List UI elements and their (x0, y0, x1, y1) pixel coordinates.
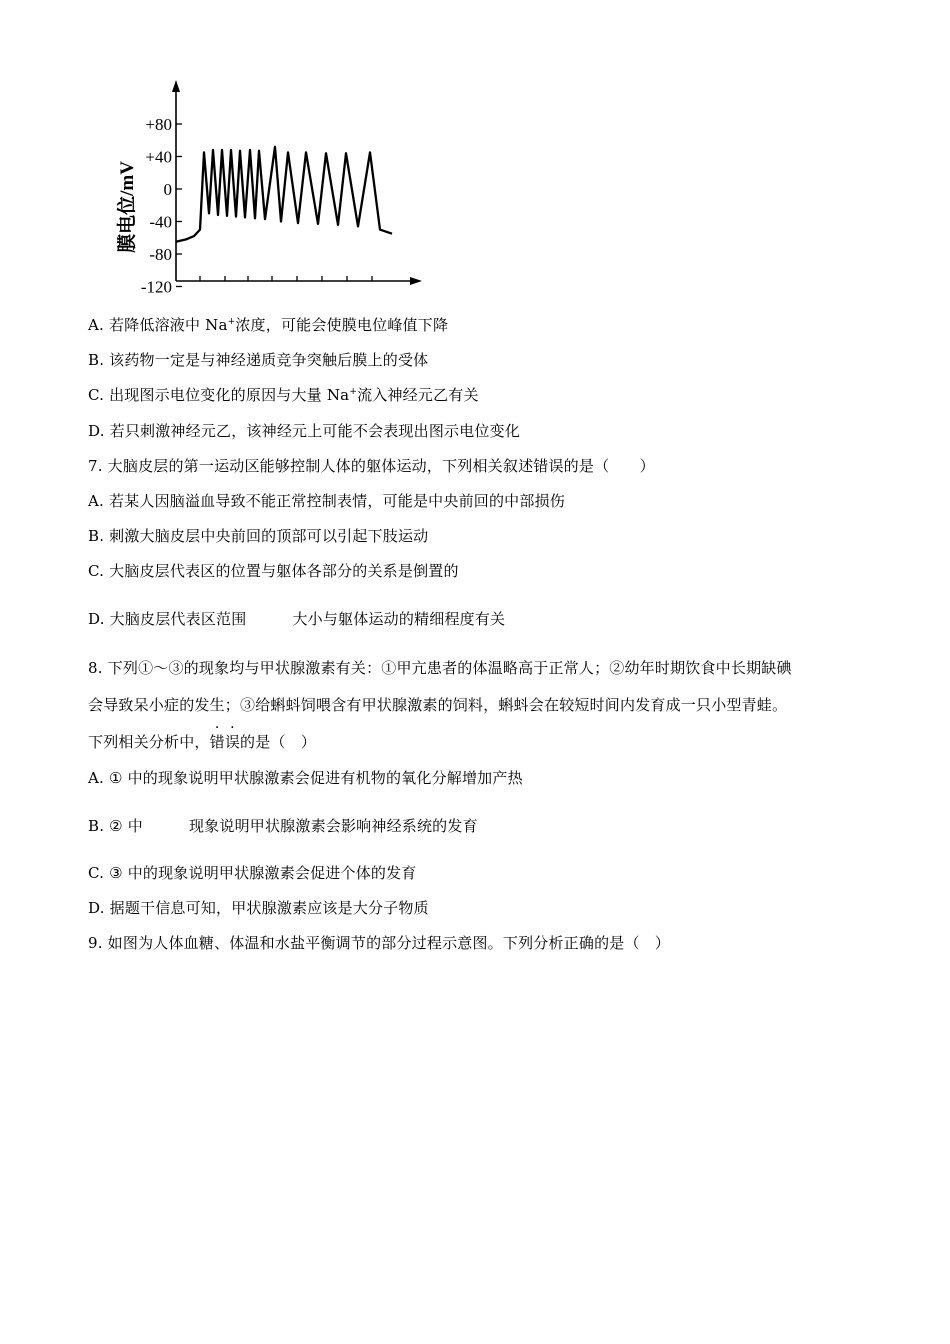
q6-option-a (88, 315, 448, 335)
q6-option-a-text: A. 若降低溶液中 Na (88, 316, 228, 334)
q7-option-c: C. 大脑皮层代表区的位置与躯体各部分的关系是倒置的 (88, 562, 459, 580)
q9-stem: 9. 如图为人体血糖、体温和水盐平衡调节的部分过程示意图。下列分析正确的是（ ） (88, 934, 671, 952)
q7-stem: 7. 大脑皮层的第一运动区能够控制人体的躯体运动，下列相关叙述错误的是（ ） (88, 457, 655, 475)
y-tick-label: +80 (145, 115, 172, 134)
q8-option-a: A. ① 中的现象说明甲状腺激素会促进有机物的氧化分解增加产热 (88, 769, 523, 787)
chart-axes (172, 80, 422, 287)
q6-option-a-sup: + (227, 317, 236, 327)
emphasis-char-1: 错 (209, 733, 225, 751)
q8-option-d: D. 据题干信息可知，甲状腺激素应该是大分子物质 (88, 899, 429, 917)
q6-option-c (88, 385, 479, 405)
q8-option-b-text: B. ② 中 (88, 817, 143, 835)
potential-trace (176, 147, 392, 242)
membrane-potential-chart (100, 72, 440, 302)
y-tick-label: -120 (140, 277, 172, 297)
q8-option-b (88, 816, 478, 836)
q7-option-d-text: D. 大脑皮层代表区范围 (88, 610, 247, 628)
q8-stem-line3-text: 下列相关分析中， (88, 733, 210, 751)
y-tick-label: +40 (145, 147, 172, 167)
y-axis-label: 膜电位/mV (117, 161, 138, 253)
y-tick-label: 0 (163, 180, 172, 199)
y-tick-label: -40 (149, 212, 172, 232)
q8-stem-line3-text-end: 的是（ ） (240, 733, 317, 751)
q7-option-b: B. 刺激大脑皮层中央前回的顶部可以引起下肢运动 (88, 527, 429, 545)
q7-option-a: A. 若某人因脑溢血导致不能正常控制表情，可能是中央前回的中部损伤 (88, 492, 565, 510)
y-tick-label: -80 (149, 245, 172, 264)
emphasis-char-2: 误 (224, 733, 241, 751)
q7-option-d (88, 609, 505, 629)
membrane-potential-figure (100, 72, 440, 302)
q6-option-c-text-end: 流入神经元乙有关 (357, 386, 479, 404)
q6-option-c-sup: + (349, 387, 358, 397)
q6-option-c-text: C. 出现图示电位变化的原因与大量 Na (88, 386, 350, 404)
q7-option-d-text-end: 大小与躯体运动的精细程度有关 (292, 610, 506, 628)
q8-option-b-text-end: 现象说明甲状腺激素会影响神经系统的发育 (188, 817, 478, 835)
q8-stem-line3 (88, 732, 316, 752)
q8-stem-line1: 8. 下列①～③的现象均与甲状腺激素有关：①甲亢患者的体温略高于正常人；②幼年时期饮食中长期缺碘 (88, 659, 792, 677)
x-axis-arrow (410, 277, 422, 285)
q6-option-b: B. 该药物一定是与神经递质竞争突触后膜上的受体 (88, 351, 429, 369)
q6-option-d: D. 若只刺激神经元乙，该神经元上可能不会表现出图示电位变化 (88, 422, 521, 440)
y-axis-arrow (172, 80, 180, 92)
y-tick-labels (141, 115, 172, 297)
q8-stem-line2: 会导致呆小症的发生；③给蝌蚪饲喂含有甲状腺激素的饲料，蝌蚪会在较短时间内发育成一只小型青蛙。 (88, 696, 788, 714)
q8-option-c: C. ③ 中的现象说明甲状腺激素会促进个体的发育 (88, 864, 417, 882)
q6-option-a-text-end: 浓度，可能会使膜电位峰值下降 (235, 316, 449, 334)
